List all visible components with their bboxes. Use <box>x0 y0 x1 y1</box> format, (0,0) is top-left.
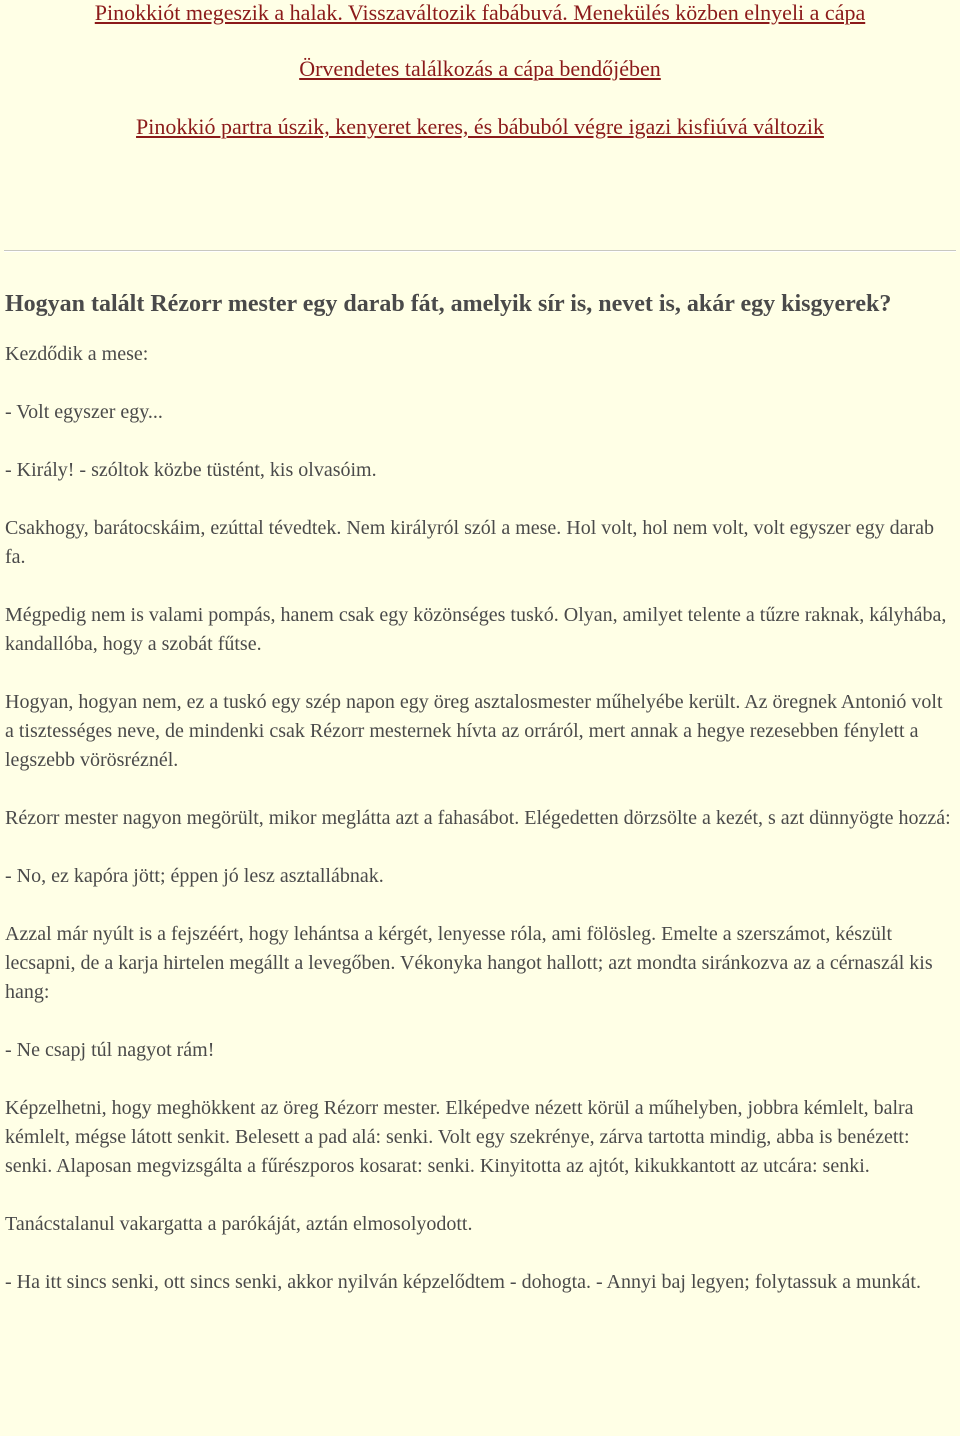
paragraph: Csakhogy, barátocskáim, ezúttal tévedtek. Nem királyról szól a mese. Hol volt, hol nem volt, volt egyszer egy darab fa. <box>5 517 934 568</box>
paragraph: Azzal már nyúlt is a fejszéért, hogy lehántsa a kérgét, lenyesse róla, ami fölösleg. Emelte a szerszámot, készült lecsapni, de a karja hirtelen megállt a levegőben. Vékonyka hangot hallott; azt mondta siránkozva az a cérnaszál kis hang: <box>5 923 933 1003</box>
paragraph: - Ne csapj túl nagyot rám! <box>5 1039 215 1061</box>
paragraph: - Ha itt sincs senki, ott sincs senki, akkor nyilván képzelődtem - dohogta. - Annyi baj legyen; folytassuk a munkát. <box>5 1271 921 1293</box>
paragraph: Kezdődik a mese: <box>5 343 149 365</box>
paragraph: Tanácstalanul vakargatta a parókáját, aztán elmosolyodott. <box>5 1213 473 1235</box>
chapter-text <box>5 289 956 1326</box>
section-divider <box>4 250 956 252</box>
chapter-link-meeting-in-shark[interactable]: Örvendetes találkozás a cápa bendőjében <box>299 56 661 81</box>
chapter-title: Hogyan talált Rézorr mester egy darab fát, amelyik sír is, nevet is, akár egy kisgyerek? <box>5 291 892 317</box>
paragraph: Rézorr mester nagyon megörült, mikor meglátta azt a fahasábot. Elégedetten dörzsölte a kezét, s azt dünnyögte hozzá: <box>5 807 951 829</box>
paragraph: - Volt egyszer egy... <box>5 401 163 423</box>
chapter-link-becomes-real-boy[interactable]: Pinokkió partra úszik, kenyeret keres, és bábuból végre igazi kisfiúvá változik <box>136 114 824 139</box>
paragraph: Hogyan, hogyan nem, ez a tuskó egy szép napon egy öreg asztalosmester műhelyébe került. Az öregnek Antonió volt a tisztességes neve, de mindenki csak Rézorr mesternek hívta az orráról, mert annak a hegye rezesebben fénylett a legszebb vörösréznél. <box>5 691 943 771</box>
paragraph: - No, ez kapóra jött; éppen jó lesz asztallábnak. <box>5 865 384 887</box>
paragraph: Képzelhetni, hogy meghökkent az öreg Rézorr mester. Elképedve nézett körül a műhelyben, jobbra kémlelt, balra kémlelt, mégse látott senkit. Belesett a pad alá: senki. Volt egy szekrénye, zárva tartotta mindig, abba is benézett: senki. Alaposan megvizsgálta a fűrészporos kosarat: senki. Kinyitotta az ajtót, kikukkantott az utcára: senki. <box>5 1097 914 1177</box>
paragraph: Mégpedig nem is valami pompás, hanem csak egy közönséges tuskó. Olyan, amilyet telente a tűzre raknak, kályhába, kandallóba, hogy a szobát fűtse. <box>5 604 947 655</box>
chapter-link-fish-eat-pinocchio[interactable]: Pinokkiót megeszik a halak. Visszaváltozik fabábuvá. Menekülés közben elnyeli a cápa <box>94 0 866 25</box>
paragraph: - Király! - szóltok közbe tüstént, kis olvasóim. <box>5 459 377 481</box>
